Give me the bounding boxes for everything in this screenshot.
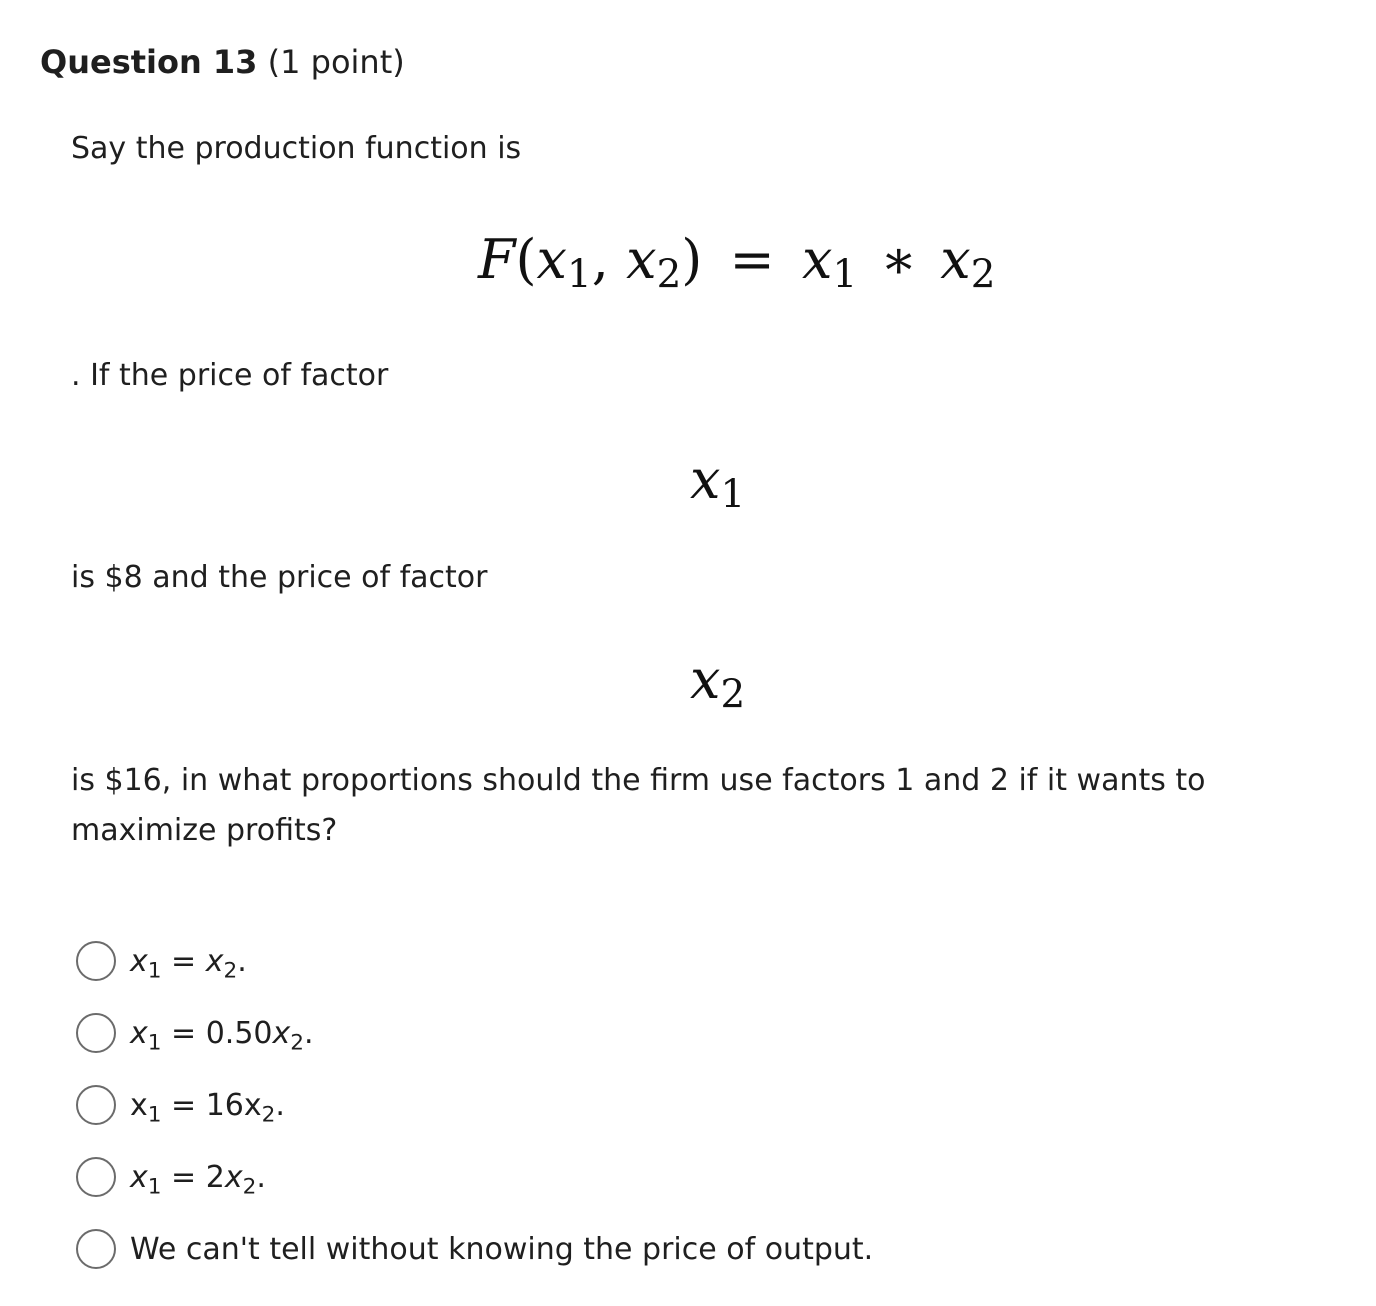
radio-button[interactable]: [76, 1157, 116, 1197]
answer-option-4[interactable]: [76, 1152, 266, 1202]
radio-button[interactable]: [76, 941, 116, 981]
answer-option-label: $x_1 = 0.50x_2$.: [130, 1015, 314, 1055]
question-title: Question 13: [40, 43, 258, 81]
answer-option-2[interactable]: [76, 1008, 314, 1058]
answer-option-3[interactable]: [76, 1080, 285, 1130]
answer-option-5[interactable]: [76, 1224, 873, 1274]
answer-option-label: $x_1 = 2x_2$.: [130, 1159, 266, 1199]
question-text-price-factor-1: . If the price of factor: [71, 358, 389, 393]
question-text-proportions-line-1: is $16, in what proportions should the firm use factors 1 and 2 if it wants to: [71, 763, 1206, 798]
factor-2-symbol: $x_2$: [690, 648, 746, 718]
answer-option-label: $x_1 = 16x_2$.: [130, 1087, 285, 1127]
answer-option-label: $x_1 = x_2$.: [130, 943, 247, 983]
question-text-price-factor-2: is $8 and the price of factor: [71, 560, 488, 595]
radio-button[interactable]: [76, 1229, 116, 1269]
question-points: (1 point): [267, 43, 405, 81]
answer-option-1[interactable]: [76, 936, 247, 986]
radio-button[interactable]: [76, 1013, 116, 1053]
factor-1-symbol: $x_1$: [690, 448, 746, 518]
radio-button[interactable]: [76, 1085, 116, 1125]
question-header: [40, 40, 405, 84]
answer-option-label: We can't tell without knowing the price of output.: [130, 1231, 874, 1267]
production-function-formula: $F(x_1$, $x_2) = x_1$ ∗ $x_2$: [478, 228, 996, 298]
question-intro: Say the production function is: [71, 131, 522, 166]
question-text-proportions-line-2: maximize profits?: [71, 813, 338, 848]
